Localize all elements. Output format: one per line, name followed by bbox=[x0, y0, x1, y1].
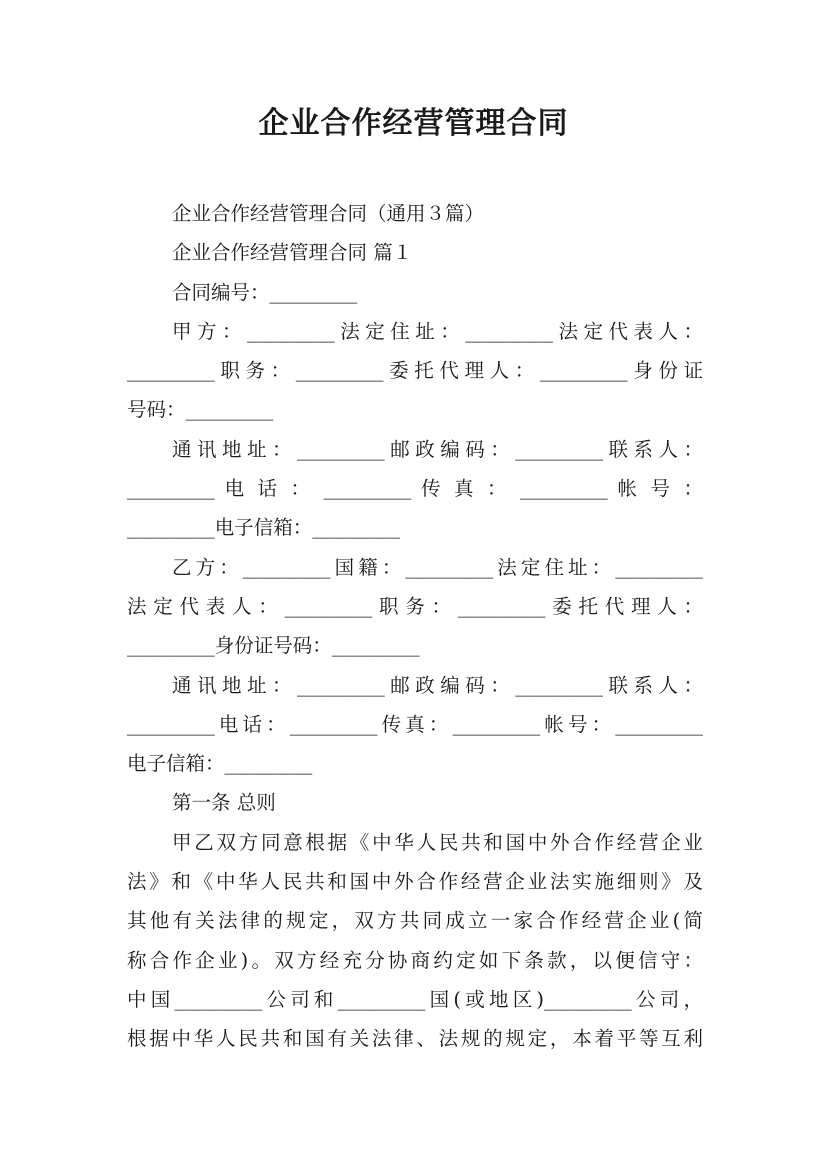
doc-line: 甲方：_________法定住址：_________法定代表人： bbox=[172, 319, 703, 343]
doc-line: 合同编号：_________ bbox=[172, 280, 358, 304]
doc-line: 号码：_________ bbox=[127, 398, 274, 422]
doc-line: _________身份证号码：_________ bbox=[127, 634, 420, 658]
document-body bbox=[127, 194, 703, 1059]
doc-line: 企业合作经营管理合同（通用３篇） bbox=[172, 202, 485, 225]
doc-line: _________电子信箱：_________ bbox=[127, 516, 401, 540]
doc-line: 法定代表人：_________职务：_________委托代理人： bbox=[127, 594, 703, 618]
doc-line: 通讯地址：_________邮政编码：_________联系人： bbox=[172, 673, 703, 697]
doc-line: 企业合作经营管理合同 篇１ bbox=[172, 241, 413, 265]
doc-line: 根据中华人民共和国有关法律、法规的规定，本着平等互利 bbox=[127, 1027, 703, 1051]
section-heading: 第一条 总则 bbox=[172, 791, 276, 815]
doc-line: 称合作企业)。双方经充分协商约定如下条款，以便信守： bbox=[127, 948, 703, 972]
doc-line: 中国_________公司和_________国(或地区)_________公司， bbox=[127, 987, 703, 1011]
doc-line: _________电话：_________传真：_________帐号：_________ bbox=[127, 712, 703, 736]
doc-line: 甲乙双方同意根据《中华人民共和国中外合作经营企业 bbox=[172, 830, 703, 854]
doc-line: 乙方：_________国籍：_________法定住址：_________ bbox=[172, 555, 703, 579]
doc-line: _________职务：_________委托代理人：_________身份证 bbox=[127, 359, 703, 383]
doc-line: 通讯地址：_________邮政编码：_________联系人： bbox=[172, 437, 703, 461]
doc-line: 其他有关法律的规定，双方共同成立一家合作经营企业(简 bbox=[127, 909, 703, 933]
doc-line: 法》和《中华人民共和国中外合作经营企业法实施细则》及 bbox=[127, 870, 703, 894]
doc-line: _________ 电 话 ： _________ 传 真 ： _________ 帐 号 ： bbox=[127, 477, 703, 501]
document-title: 企业合作经营管理合同 bbox=[258, 106, 569, 141]
doc-line: 电子信箱：_________ bbox=[127, 752, 313, 776]
